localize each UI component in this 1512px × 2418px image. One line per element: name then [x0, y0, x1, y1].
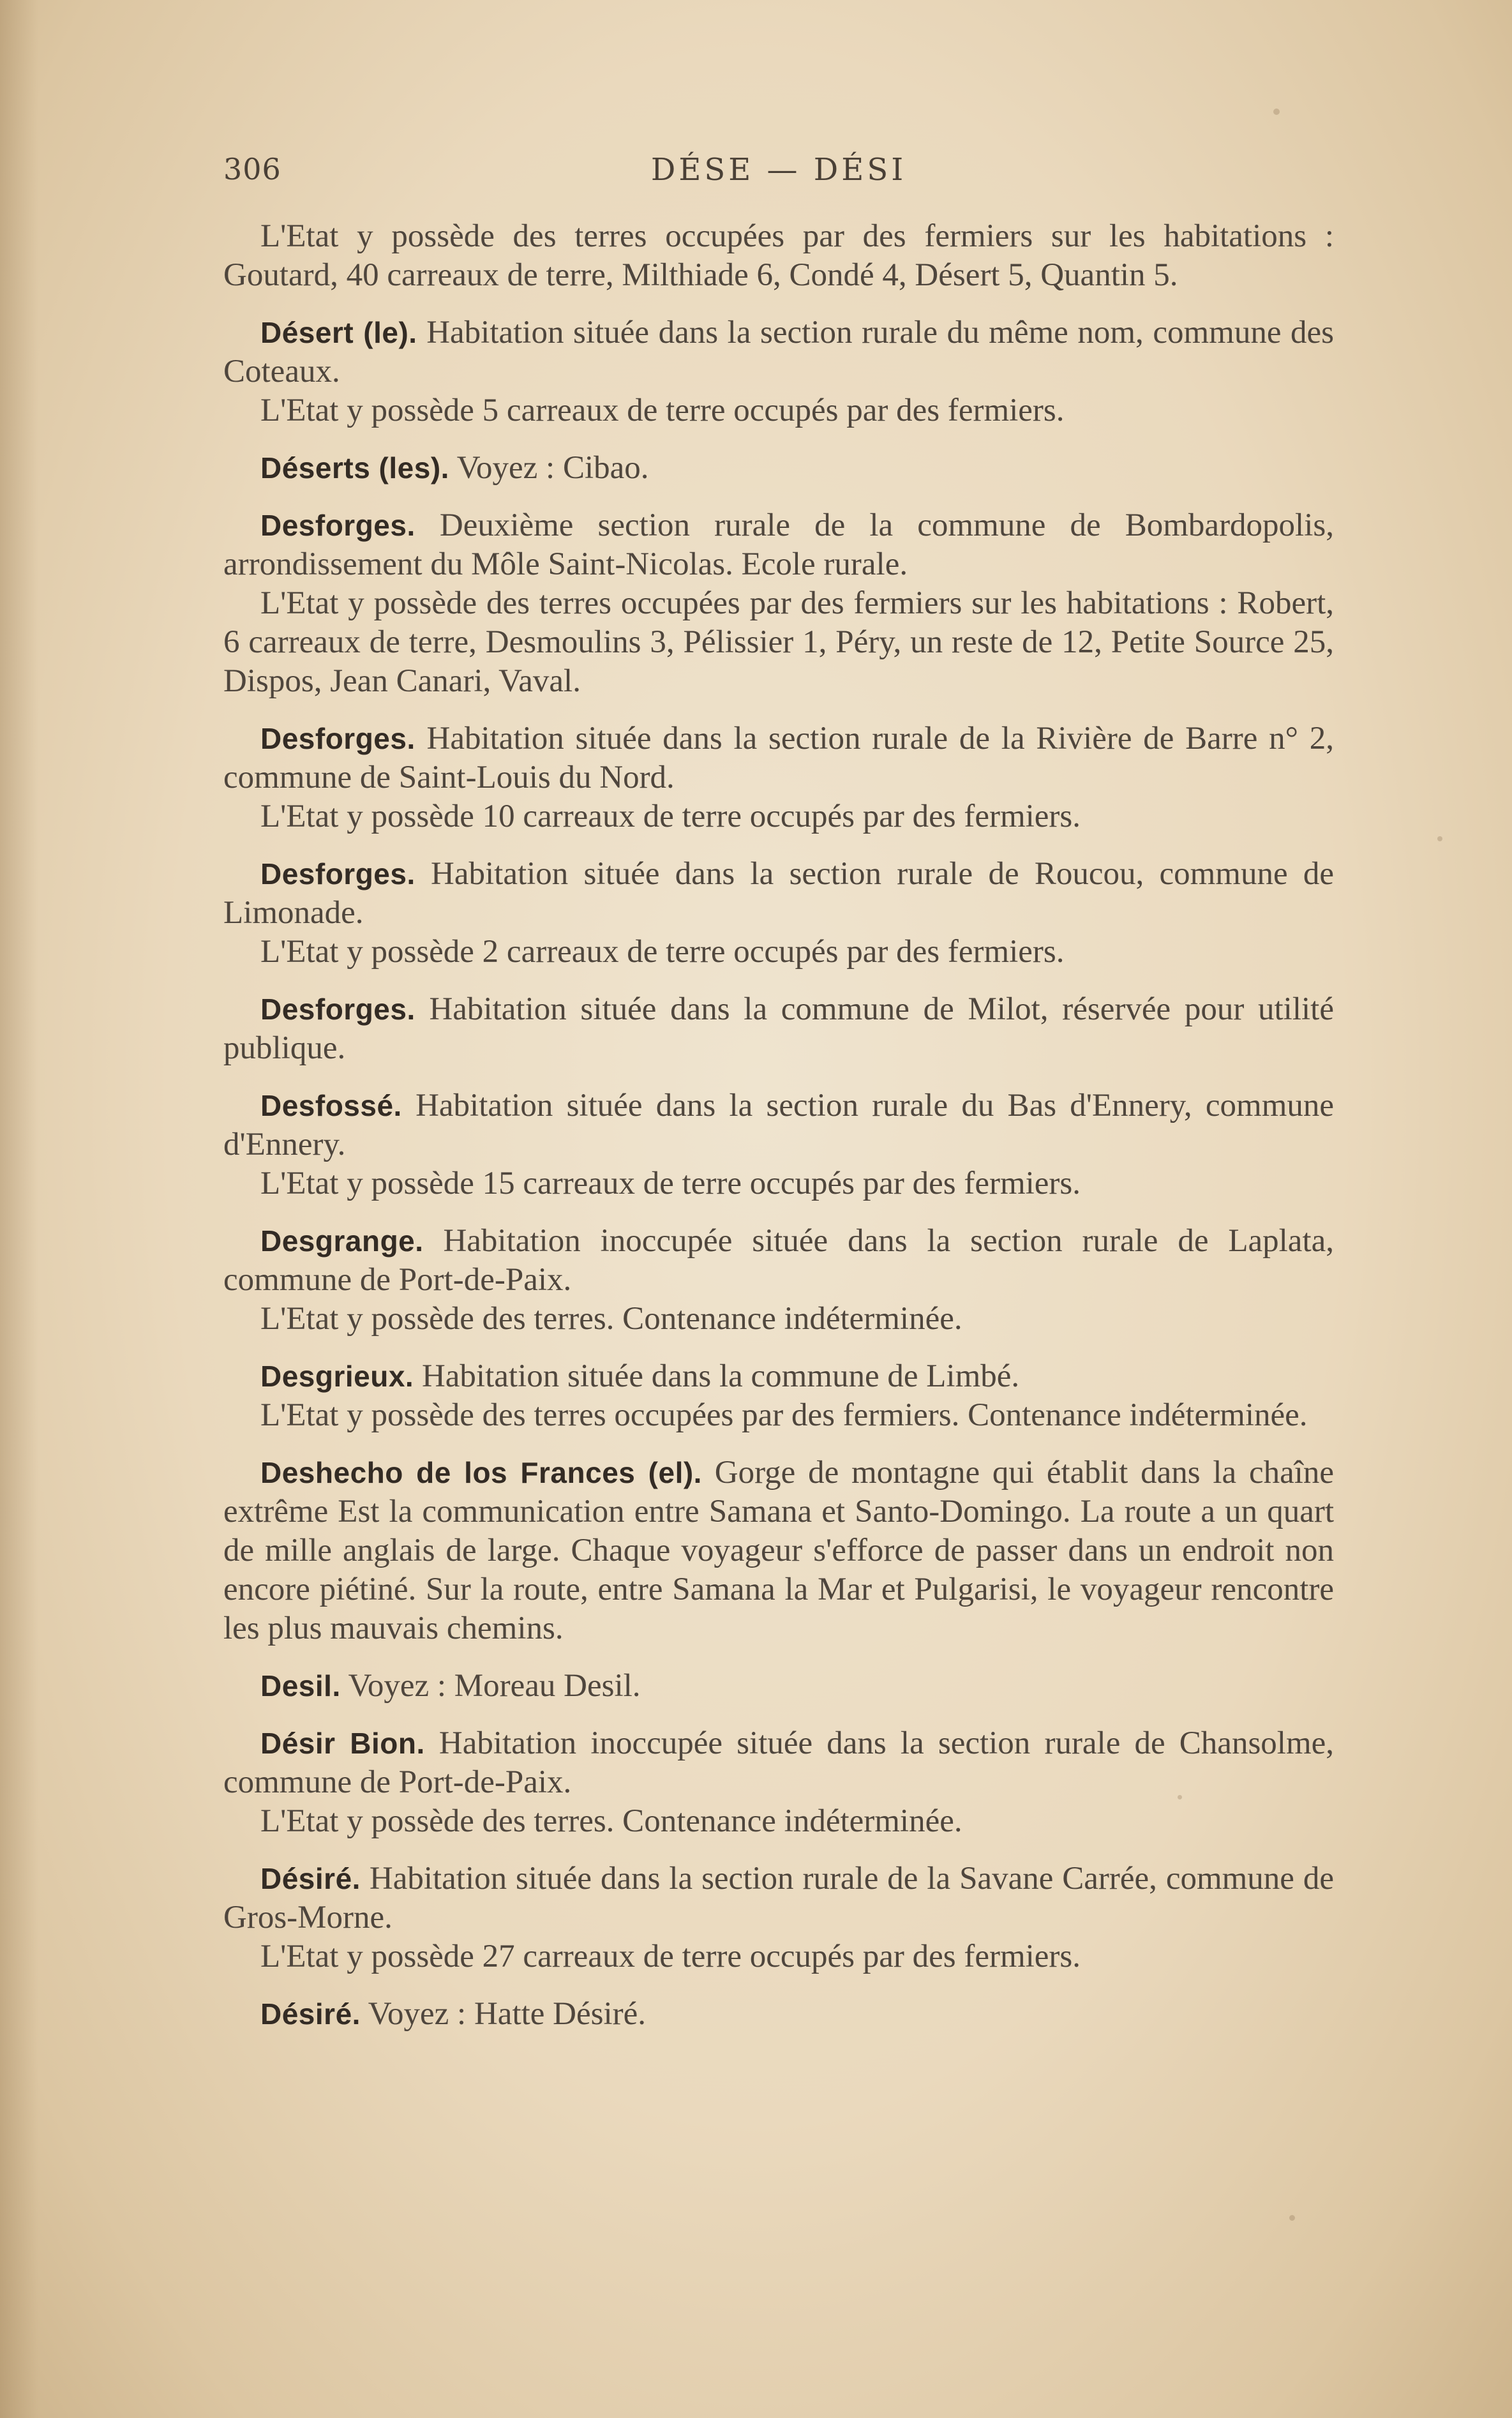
- entry-headword: Désiré.: [260, 1862, 361, 1895]
- page-shadow: [0, 0, 38, 2418]
- entry-text: Habitation située dans la section rurale du même nom, commune des Coteaux.: [223, 315, 1335, 389]
- entry-paragraph: L'Etat y possède 15 carreaux de terre occupés par des fermiers.: [260, 1166, 1081, 1201]
- entry-text: Habitation située dans la section rurale de la Rivière de Barre n° 2, commune de Saint-Louis du Nord.: [223, 721, 1334, 795]
- entry-desfosse: [223, 1086, 1334, 1203]
- paper-speck: [1273, 109, 1280, 115]
- entry-paragraph: [223, 855, 1334, 933]
- paper-speck: [1289, 2215, 1295, 2221]
- entry-text: Habitation située dans la section rurale de la Savane Carrée, commune de Gros-Morne.: [223, 1861, 1334, 1935]
- entry-paragraph: L'Etat y possède des terres. Contenance indéterminée.: [260, 1803, 962, 1839]
- page-body: [223, 217, 1334, 2052]
- entry-headword: Désert (le).: [260, 316, 417, 349]
- entry-paragraph: [223, 1724, 1334, 1802]
- entry-paragraph: [223, 313, 1334, 391]
- entry-desert-le: [223, 313, 1334, 430]
- running-head: DÉSE — DÉSI: [650, 152, 907, 188]
- entry-desire-2: [223, 1995, 1334, 2034]
- entry-text: Gorge de montagne qui établit dans la chaîne extrême Est la communication entre Samana et Santo-Domingo. La route a un quart de mille anglais de large. Chaque voyageur s'efforce de passer dans un endroit non encore piétiné. Sur la route, entre Samana la Mar et Pulgarisi, le voyageur rencontre les plus mauvais chemins.: [223, 1455, 1335, 1646]
- entry-text: Voyez : Moreau Desil.: [348, 1668, 641, 1704]
- entry-headword: Désir Bion.: [260, 1727, 425, 1760]
- entry-desforges-2: [223, 719, 1334, 836]
- entry-text: Deuxième section rurale de la commune de Bombardopolis, arrondissement du Môle Saint-Nicolas. Ecole rurale.: [223, 507, 1334, 582]
- entry-text: Habitation située dans la section rurale du Bas d'Ennery, commune d'Ennery.: [223, 1088, 1335, 1162]
- entry-headword: Desforges.: [260, 722, 415, 755]
- entry-headword: Deshecho de los Frances (el).: [260, 1456, 702, 1489]
- page-number: 306: [223, 152, 281, 186]
- entry-headword: Desforges.: [260, 857, 415, 890]
- entry-text: Habitation située dans la commune de Limbé.: [421, 1358, 1020, 1394]
- entry-desgrieux: [223, 1357, 1334, 1435]
- entry-desil: [223, 1667, 1334, 1706]
- entry-desgrange: [223, 1222, 1334, 1339]
- entry-headword: Desgrieux.: [260, 1360, 414, 1393]
- paper-speck: [1178, 1795, 1182, 1799]
- entry-headword: Desforges.: [260, 509, 415, 542]
- entry-deshecho: [223, 1453, 1334, 1648]
- entry-desire-1: [223, 1859, 1334, 1976]
- entry-continuation: [223, 217, 1334, 295]
- entry-paragraph: [223, 449, 1334, 488]
- entry-paragraph: L'Etat y possède 10 carreaux de terre occupés par des fermiers.: [260, 799, 1081, 834]
- entry-paragraph: L'Etat y possède 27 carreaux de terre occupés par des fermiers.: [260, 1939, 1081, 1974]
- paper-speck: [1437, 836, 1442, 841]
- entry-paragraph: L'Etat y possède des terres occupées par des fermiers sur les habitations : Goutard, 40 carreaux de terre, Milthiade 6, Condé 4, Désert 5, Quantin 5.: [223, 218, 1334, 293]
- entry-paragraph: [223, 1453, 1334, 1648]
- entry-deserts-les: [223, 449, 1334, 488]
- entry-headword: Desgrange.: [260, 1224, 424, 1258]
- entry-headword: Déserts (les).: [260, 451, 449, 484]
- entry-paragraph: L'Etat y possède 2 carreaux de terre occupés par des fermiers.: [260, 934, 1065, 970]
- entry-paragraph: [223, 1667, 1334, 1706]
- page-header: [223, 152, 1334, 203]
- entry-headword: Desfossé.: [260, 1089, 402, 1122]
- entry-paragraph: [223, 1995, 1334, 2034]
- entry-paragraph: [223, 1859, 1334, 1937]
- entry-paragraph: [223, 1222, 1334, 1300]
- entry-paragraph: L'Etat y possède 5 carreaux de terre occupés par des fermiers.: [260, 393, 1065, 428]
- entry-text: Habitation inoccupée située dans la section rurale de Laplata, commune de Port-de-Paix.: [223, 1223, 1335, 1298]
- entry-text: Voyez : Cibao.: [456, 450, 649, 486]
- entry-paragraph: [223, 719, 1334, 797]
- entry-text: Habitation située dans la commune de Milot, réservée pour utilité publique.: [223, 991, 1334, 1066]
- entry-text: Habitation située dans la section rurale de Roucou, commune de Limonade.: [223, 856, 1335, 931]
- entry-desforges-3: [223, 855, 1334, 972]
- entry-text: Voyez : Hatte Désiré.: [368, 1996, 647, 2032]
- entry-paragraph: L'Etat y possède des terres occupées par des fermiers sur les habitations : Robert, 6 carreaux de terre, Desmoulins 3, Pélissier 1, Péry, un reste de 12, Petite Source 25, Dispos, Jean Canari, Vaval.: [223, 585, 1334, 699]
- entry-text: Habitation inoccupée située dans la section rurale de Chansolme, commune de Port-de-Paix.: [223, 1725, 1335, 1800]
- entry-paragraph: [223, 1086, 1334, 1164]
- entry-paragraph: [223, 1357, 1334, 1396]
- entry-desforges-4: [223, 990, 1334, 1068]
- entry-paragraph: L'Etat y possède des terres occupées par des fermiers. Contenance indéterminée.: [260, 1397, 1308, 1433]
- entry-paragraph: [223, 990, 1334, 1068]
- entry-desforges-1: [223, 506, 1334, 701]
- entry-headword: Desil.: [260, 1669, 341, 1702]
- entry-headword: Desforges.: [260, 993, 415, 1026]
- entry-paragraph: L'Etat y possède des terres. Contenance indéterminée.: [260, 1301, 962, 1337]
- entry-headword: Désiré.: [260, 1997, 361, 2031]
- entry-desir-bion: [223, 1724, 1334, 1841]
- entry-paragraph: [223, 506, 1334, 584]
